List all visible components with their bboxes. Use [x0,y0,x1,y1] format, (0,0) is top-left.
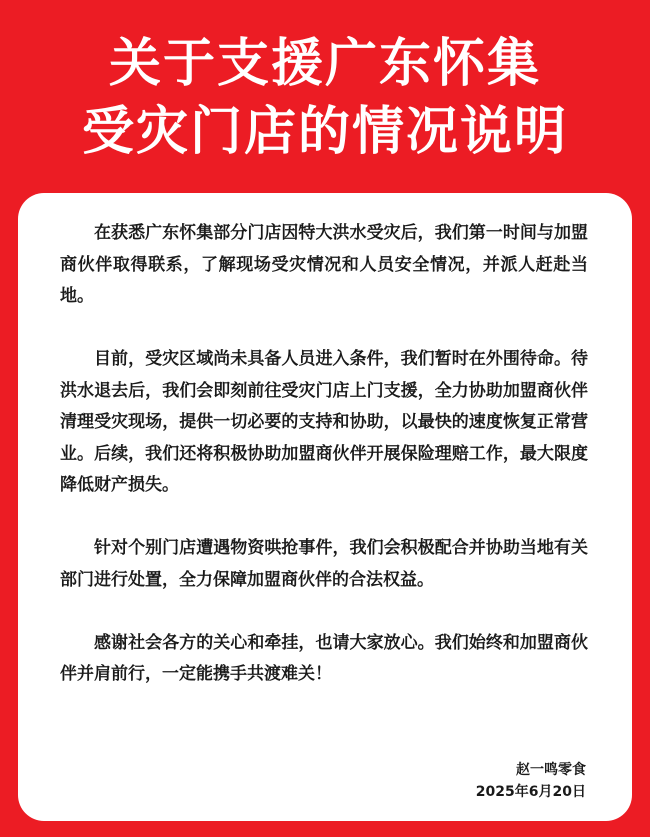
paragraph-1: 在获悉广东怀集部分门店因特大洪水受灾后，我们第一时间与加盟商伙伴取得联系，了解现场受灾情况和人员安全情况，并派人赶赴当地。 [60,223,588,306]
signature-org: 赵一鸣零食 [516,762,586,778]
paragraph-4: 感谢社会各方的关心和牵挂，也请大家放心。我们始终和加盟商伙伴并肩前行，一定能携手共渡难关！ [60,632,588,684]
signature-date: 2025年6月20日 [475,784,586,800]
statement-body [60,218,588,691]
paragraph-2: 目前，受灾区域尚未具备人员进入条件，我们暂时在外围待命。待洪水退去后，我们会即刻前往受灾门店上门支援，全力协助加盟商伙伴清理受灾现场，提供一切必要的支持和协助，以最快的速度恢复正常营业。后续，我们还将积极协助加盟商伙伴开展保险理赔工作，最大限度降低财产损失。 [60,349,588,495]
signature-block [476,759,586,803]
title-line-1: 关于支援广东怀集 [108,34,541,94]
paragraph-3: 针对个别门店遭遇物资哄抢事件，我们会积极配合并协助当地有关部门进行处置，全力保障加盟商伙伴的合法权益。 [60,538,588,590]
title-line-2: 受灾门店的情况说明 [81,102,568,162]
page-title [0,30,650,166]
